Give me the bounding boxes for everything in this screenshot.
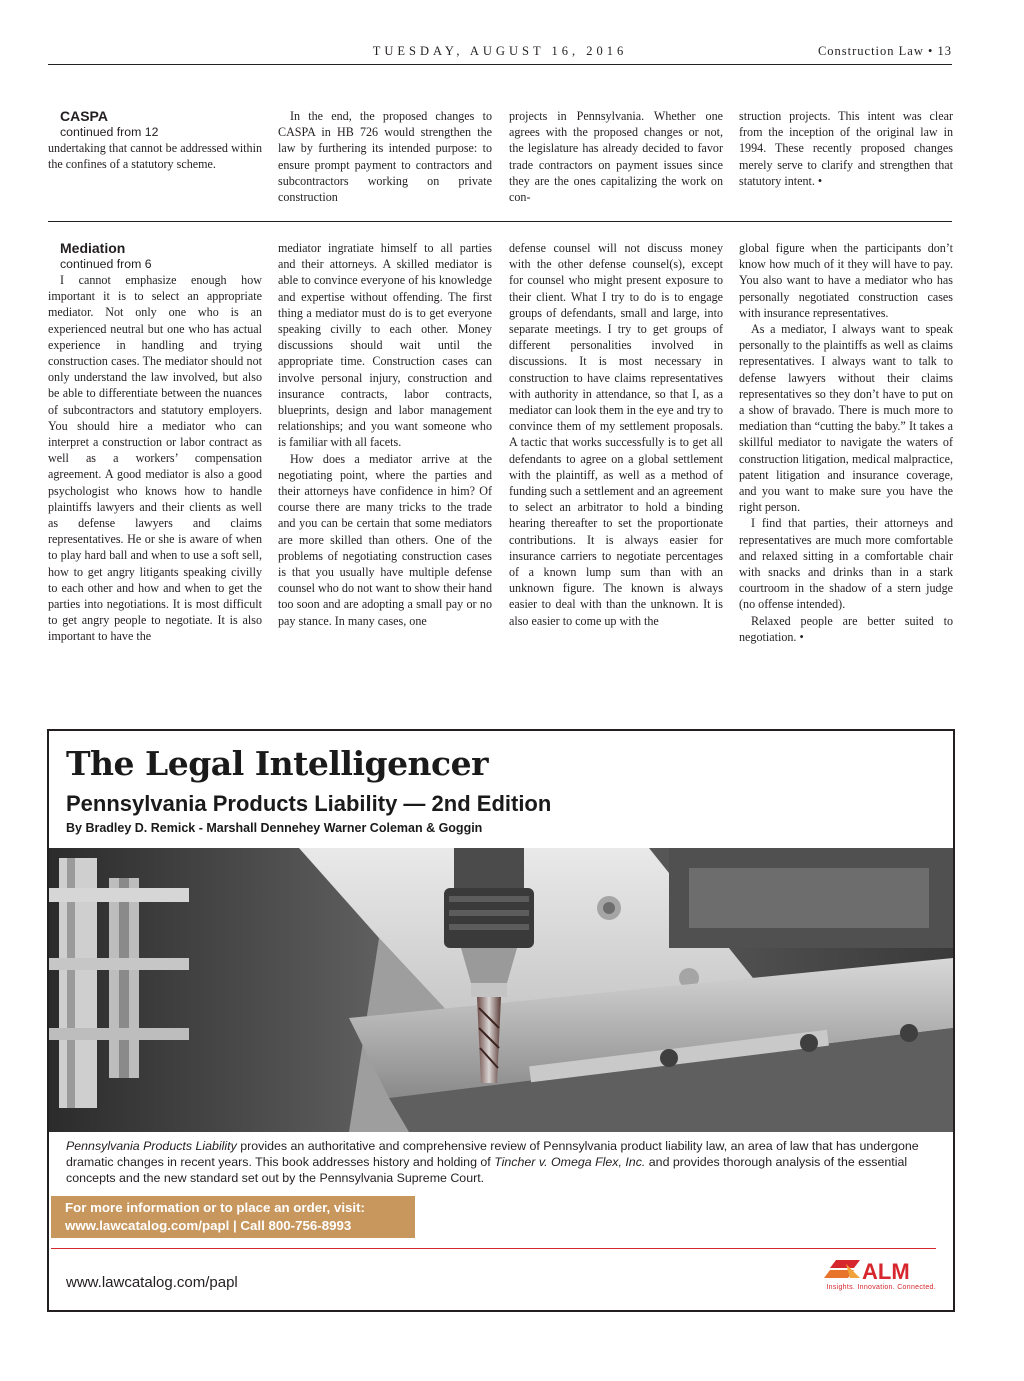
book-advertisement (47, 729, 955, 1312)
caspa-col2-text: In the end, the proposed changes to CASPA in HB 726 would strengthen the law by furthering its intended purpose: to ensure prompt payment to contractors and subcontractors working on private construction (278, 109, 492, 205)
alm-logo-text: ALM (862, 1259, 910, 1284)
mediation-column-2 (278, 240, 492, 629)
caspa-column-3 (509, 108, 723, 205)
caspa-column-2 (278, 108, 492, 205)
mediation-col4-para-1: global figure when the participants don’t know how much of it they will have to pay. You also want to have a mediator who has personally negotiated construction cases with insurance representatives. (739, 241, 953, 320)
section-page-label: Construction Law • 13 (817, 44, 952, 58)
mediation-col4-para-2: As a mediator, I always want to speak personally to the plaintiffs as well as claims representatives. I always want to talk to defense lawyers without their claims representatives so they don’t have to put on a show of bravado. There is much more to mediation than “cutting the baby.” It takes a skillful mediator to navigate the waters of construction litigation, medical malpractice, patent litigation and insurance coverage, and you want to make sure you have the right person. (739, 322, 953, 515)
caspa-col4-text: struction projects. This intent was clear from the inception of the original law in 1994. These recently proposed changes merely serve to clarify and strengthen that statutory intent. • (739, 109, 953, 188)
catalog-link[interactable]: www.lawcatalog.com/papl (66, 1274, 238, 1291)
legal-intelligencer-masthead: The Legal Intelligencer (66, 744, 489, 783)
section-divider (48, 221, 952, 222)
mediation-kicker: Mediation (60, 240, 126, 256)
red-divider (51, 1248, 936, 1249)
caspa-column-4 (739, 108, 953, 189)
running-header (48, 44, 952, 65)
description-text-1: provides an authoritative and comprehensive review of Pennsylvania product liability law, an area of law that has undergone dramatic changes in recent years. This book addresses history and holding of (66, 1139, 919, 1169)
case-name-italic: Tincher v. Omega Flex, Inc. (494, 1155, 646, 1169)
book-title: Pennsylvania Products Liability — 2nd Edition (66, 791, 552, 816)
mediation-col4-para-4: Relaxed people are better suited to negotiation. • (739, 613, 953, 644)
description-text-2: and provides thorough analysis of the essential concepts and the new standard set out by the Pennsylvania Supreme Court. (66, 1155, 908, 1185)
caspa-col3-text: projects in Pennsylvania. Whether one agrees with the proposed changes or not, the legislature has already decided to favor trade contractors on payment issues since they are the ones capitalizing the work on con- (509, 109, 723, 205)
order-info-line-1: For more information or to place an order, visit: (65, 1200, 365, 1215)
book-byline: By Bradley D. Remick - Marshall Dennehey Warner Coleman & Goggin (66, 821, 483, 835)
caspa-kicker: CASPA (60, 108, 108, 124)
book-description (66, 1138, 938, 1186)
caspa-col1-text: undertaking that cannot be addressed within the confines of a statutory scheme. (48, 141, 262, 172)
mediation-col1-text: I cannot emphasize enough how important it is to select an appropriate mediator. Not only one who is an experienced neutral but one who has actual experience in handling and trying construction cases. The mediator should not only understand the law involved, but also be able to differentiate between the nuances of subcontractors and statutory employers. You should hire a mediator who can interpret a construction or labor contract as well as a workers’ compensation agreement. A good mediator is also a good psychologist who knows how to handle plaintiffs lawyers and their clients as well as defense lawyers and claims representatives. He or she is aware of when to play hard ball and when to use a soft sell, how to get angry litigants speaking civilly to each other and how and when to get the parties into negotiations. It is most difficult to get angry people to negotiate. It is also important to have the (48, 273, 262, 644)
mediation-col2-para-2: How does a mediator arrive at the negotiating point, where the parties and their attorneys have confidence in him? Of course there are many tricks to the trade and you can be certain that some mediators are more skilled than others. One of the problems of negotiating construction cases is that you usually have multiple defense counsel who do not want to show their hand too soon and are adopting a small pay or no pay stance. In many cases, one (278, 451, 492, 628)
issue-date: TUESDAY, AUGUST 16, 2016 (372, 44, 628, 58)
order-info-line-2[interactable]: www.lawcatalog.com/papl | Call 800-756-8993 (65, 1218, 352, 1233)
order-info-banner[interactable] (51, 1196, 415, 1238)
mediation-col3-text: defense counsel will not discuss money with the other defense counsel(s), except for counsel who might present exposure to their client. What I try to do is to engage groups of defendants, small and large, into separate meetings. I try to get groups of different personalities involved in discussions. It is most necessary in construction to have claims representatives with authority in attendance, so that I, as a mediator can look them in the eye and try to convince them of my settlement proposals. A tactic that works successfully is to get all defendants to agree on a global settlement with the plaintiff, as well as a method of funding such a settlement and an agreement to select an arbitrator to hold a binding hearing thereafter to set the proportionate contributions. It is always easier for insurance carriers to negotiate percentages of a known lump sum than with an unknown figure. The known is always easier to deal with than the unknown. It is also easier to come up with the (509, 241, 723, 628)
mediation-continued-label: continued from 6 (60, 257, 152, 271)
caspa-column-1 (48, 108, 262, 172)
mediation-col4-para-3: I find that parties, their attorneys and representatives are much more comfortable and relaxed sitting in a comfortable chair with snacks and drinks than in a stark courtroom in the shadow of a stern judge (no offense intended). (739, 516, 953, 612)
mediation-column-4 (739, 240, 953, 645)
alm-tagline: Insights. Innovation. Connected. (826, 1284, 936, 1291)
cnc-milling-machine-photo (49, 848, 953, 1132)
mediation-col2-para-1: mediator ingratiate himself to all parties and their attorneys. A skilled mediator is able to convince everyone of his knowledge and expertise without offending. The first thing a mediator must do is to get everyone speaking civilly to each other. Money discussions should wait until the appropriate time. Construction cases can involve personal injury, construction and insurance contracts, labor contracts, blueprints, design and labor management relationships; and you want someone who is familiar with all facets. (278, 241, 492, 450)
mediation-column-3 (509, 240, 723, 629)
book-title-italic: Pennsylvania Products Liability (66, 1139, 237, 1153)
mediation-column-1 (48, 240, 262, 645)
caspa-continued-label: continued from 12 (60, 125, 159, 139)
